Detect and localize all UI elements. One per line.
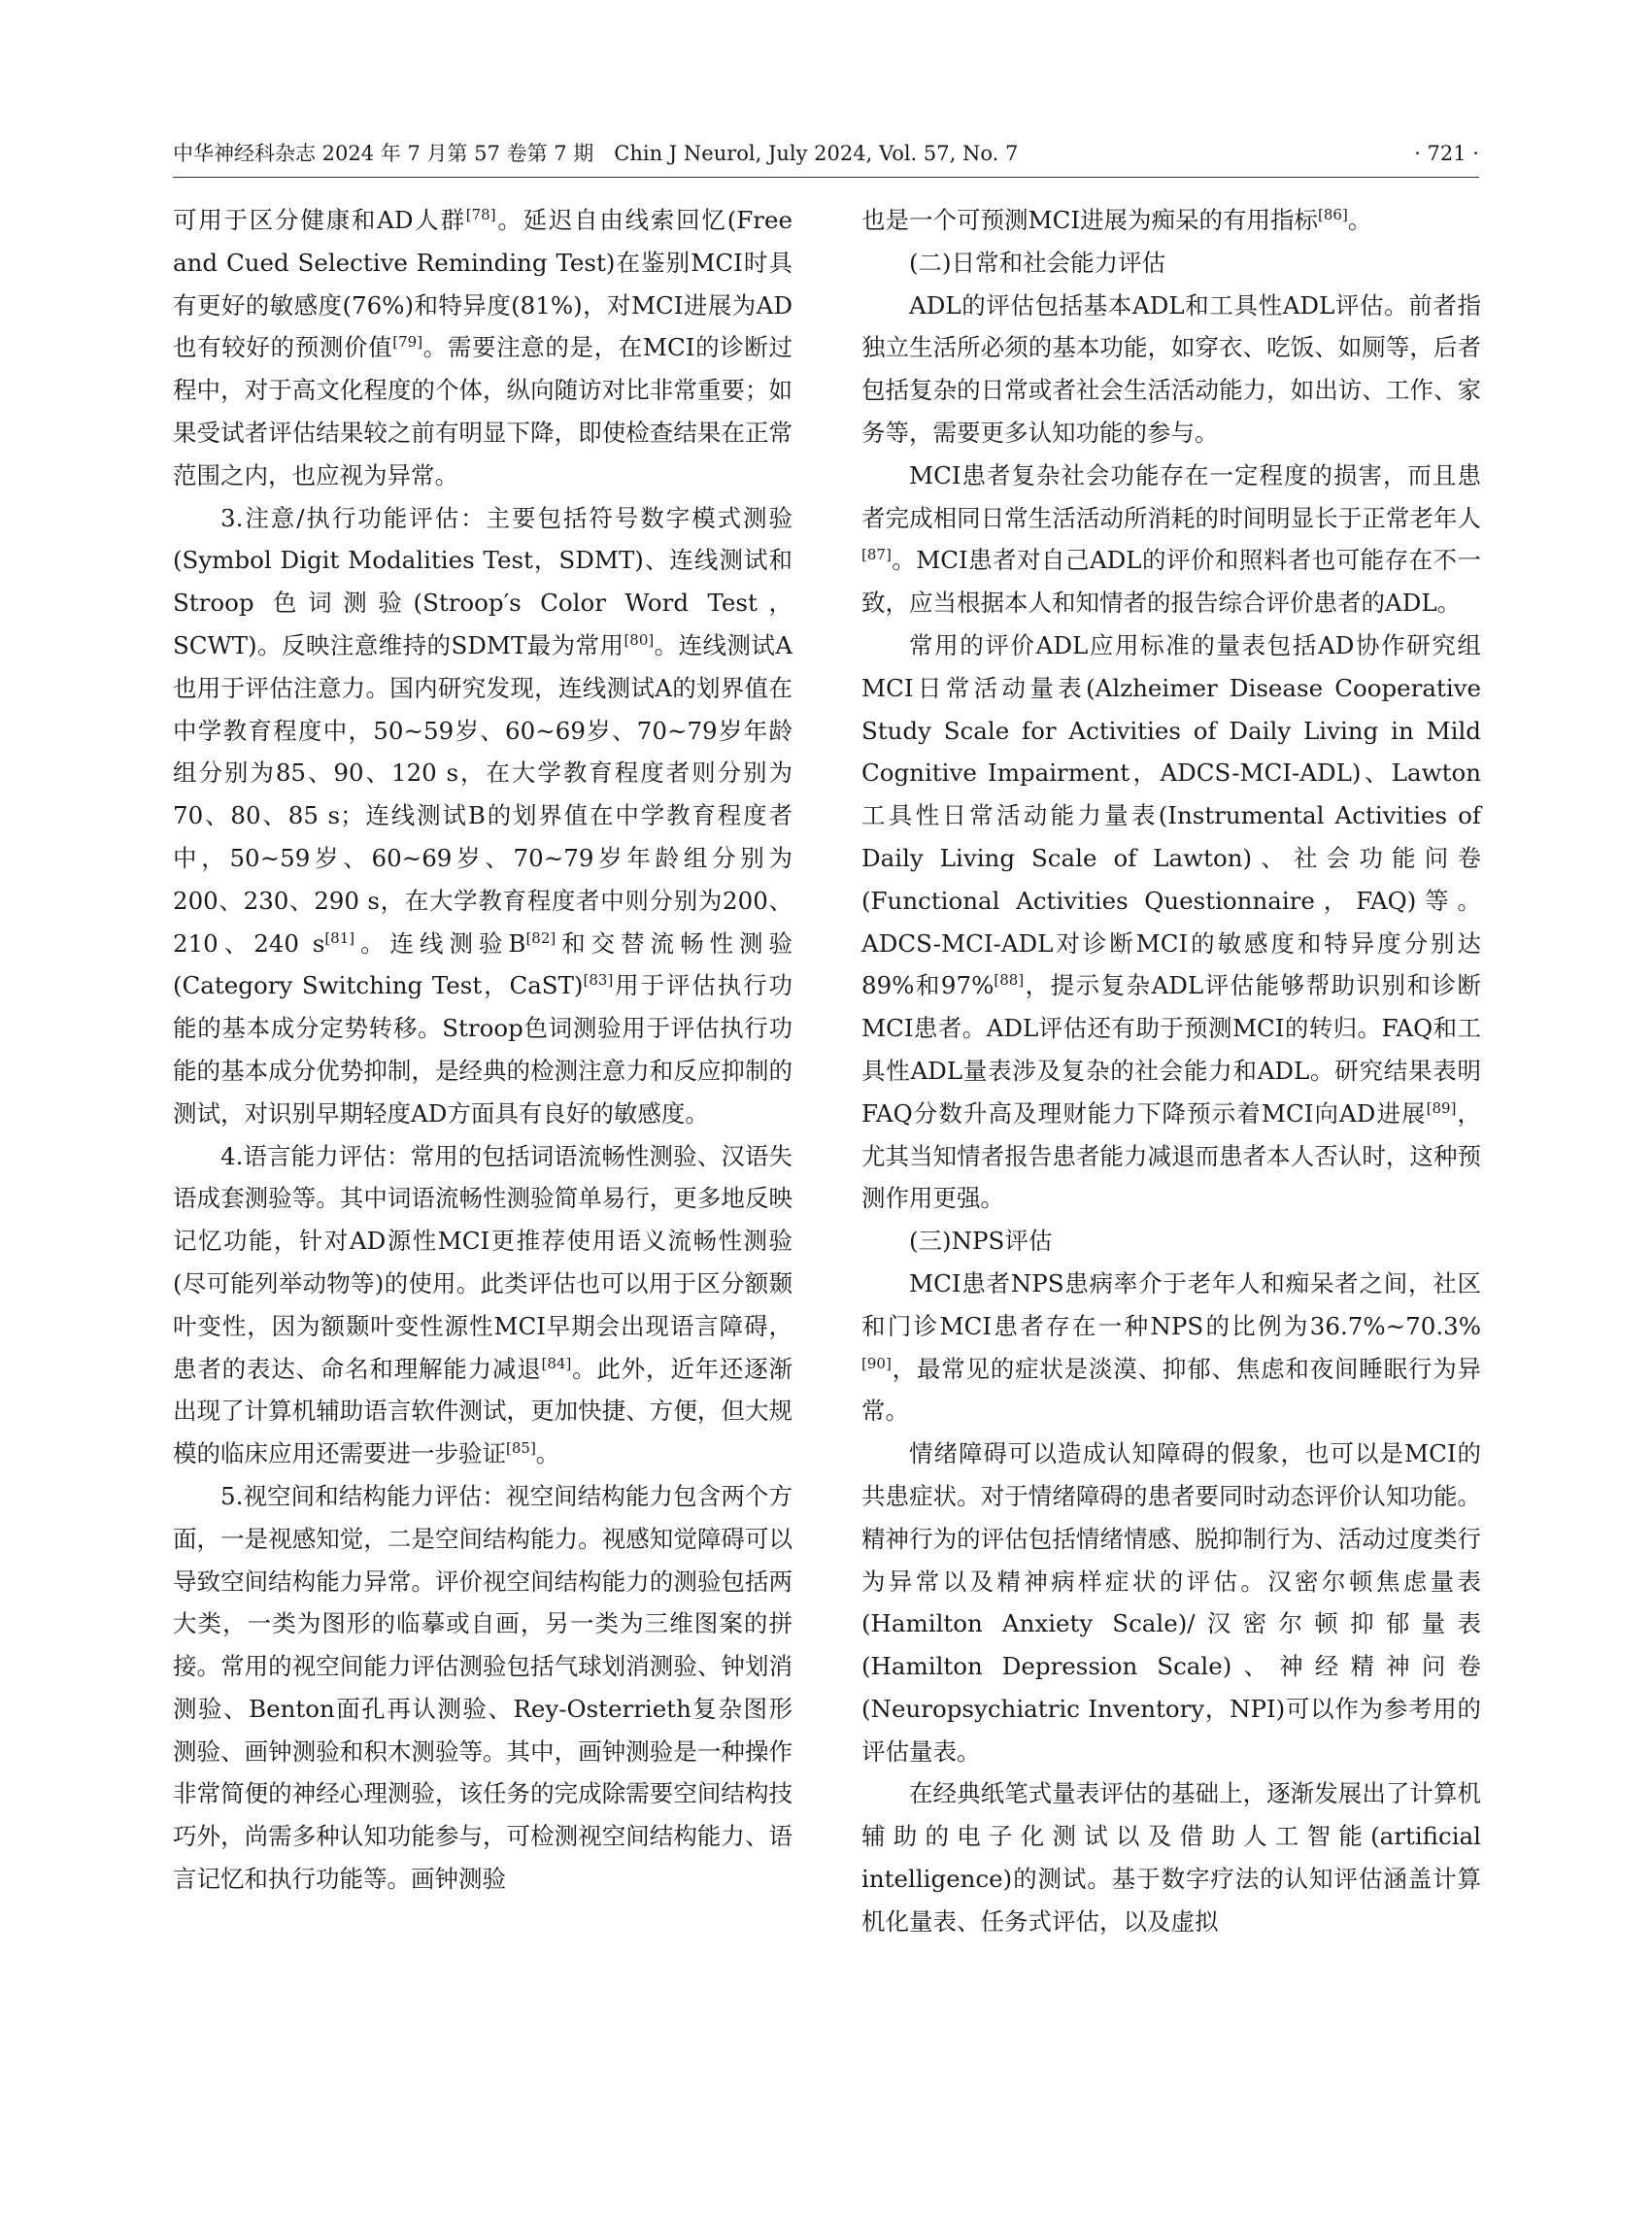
body-paragraph bbox=[861, 199, 1481, 242]
text-run: (三)NPS评估 bbox=[909, 1227, 1053, 1256]
text-run: 。延迟自由线索回忆(Free and Cued Selective Reminding Test)在鉴别MCI时具有更好的敏感度(76%)和特异度(81%)，对MCI进展为AD也有较好的预测价值 bbox=[173, 206, 792, 362]
text-run: ，提示复杂ADL评估能够帮助识别和诊断MCI患者。ADL评估还有助于预测MCI的转归。FAQ和工具性ADL量表涉及复杂的社会能力和ADL。研究结果表明FAQ分数升高及理财能力下降预示着MCI向AD进展 bbox=[861, 971, 1481, 1128]
header-rule bbox=[173, 177, 1479, 178]
text-run: 用于评估执行功能的基本成分定势转移。Stroop色词测验用于评估执行功能的基本成分优势抑制，是经典的检测注意力和反应抑制的测试，对识别早期轻度AD方面具有良好的敏感度。 bbox=[173, 971, 793, 1128]
text-run: 也是一个可预测MCI进展为痴呆的有用指标 bbox=[861, 206, 1319, 234]
citation-ref: [88] bbox=[994, 971, 1025, 990]
running-header bbox=[173, 134, 1479, 173]
citation-ref: [81] bbox=[324, 928, 355, 947]
section-heading bbox=[861, 242, 1481, 285]
text-run: ，最常见的症状是淡漠、抑郁、焦虑和夜间睡眠行为异常。 bbox=[861, 1354, 1481, 1426]
citation-ref: [82] bbox=[525, 928, 556, 947]
text-run: 。需要注意的是，在MCI的诊断过程中，对于高文化程度的个体，纵向随访对比非常重要；如果受试者评估结果较之前有明显下降，即使检查结果在正常范围之内，也应视为异常。 bbox=[173, 333, 792, 489]
text-run: 。连线测验B bbox=[354, 928, 526, 958]
text-run: ADL的评估包括基本ADL和工具性ADL评估。前者指独立生活所必须的基本功能，如穿衣、吃饭、如厕等，后者包括复杂的日常或者社会生活活动能力，如出访、工作、家务等，需要更多认知功能的参与。 bbox=[861, 290, 1481, 447]
text-run: 和交替流畅性测验(Category Switching Test，CaST) bbox=[173, 928, 792, 1000]
citation-ref: [84] bbox=[541, 1354, 572, 1372]
text-run: 情绪障碍可以造成认知障碍的假象，也可以是MCI的共患症状。对于情绪障碍的患者要同时动态评价认知功能。精神行为的评估包括情绪情感、脱抑制行为、活动过度类行为异常以及精神病样症状的评估。汉密尔顿焦虑量表(Hamilton Anxiety Scale)/汉密尔顿抑郁量表(Hamilton Depression Scale)、神经精神问卷(Neuropsychiatric Inventory，NPI)可以作为参考用的评估量表。 bbox=[861, 1439, 1481, 1766]
citation-ref: [89] bbox=[1426, 1098, 1457, 1117]
citation-ref: [90] bbox=[861, 1354, 892, 1372]
body-paragraph bbox=[861, 1772, 1481, 1942]
page-number: · 721 · bbox=[1414, 142, 1479, 165]
text-run: 可用于区分健康和AD人群 bbox=[173, 206, 466, 234]
body-paragraph bbox=[861, 1263, 1481, 1433]
text-run: 。 bbox=[1347, 206, 1372, 234]
journal-citation: 中华神经科杂志 2024 年 7 月第 57 卷第 7 期 Chin J Neurol, July 2024, Vol. 57, No. 7 bbox=[173, 142, 1019, 165]
text-run: 。此外，近年还逐渐出现了计算机辅助语言软件测试，更加快捷、方便，但大规模的临床应用还需要进一步验证 bbox=[173, 1354, 793, 1468]
text-run: 。 bbox=[535, 1439, 560, 1468]
text-run: 3.注意/执行功能评估：主要包括符号数字模式测验(Symbol Digit Modalities Test，SDMT)、连线测试和 Stroop 色词测验(Stroop′s Color Word Test，SCWT)。反映注意维持的SDMT最为常用 bbox=[173, 503, 792, 659]
body-paragraph bbox=[173, 497, 792, 1135]
text-run: MCI患者复杂社会功能存在一定程度的损害，而且患者完成相同日常生活活动所消耗的时间明显长于正常老年人 bbox=[861, 460, 1481, 532]
text-run: ，尤其当知情者报告患者能力减退而患者本人否认时，这种预测作用更强。 bbox=[861, 1098, 1482, 1213]
text-run: 。MCI患者对自己ADL的评价和照料者也可能存在不一致，应当根据本人和知情者的报告综合评价患者的ADL。 bbox=[861, 546, 1481, 618]
text-run: (二)日常和社会能力评估 bbox=[909, 248, 1166, 277]
body-paragraph bbox=[861, 1433, 1481, 1772]
citation-ref: [79] bbox=[392, 333, 423, 352]
body-paragraph bbox=[173, 199, 792, 497]
citation-ref: [83] bbox=[583, 971, 614, 990]
body-paragraph bbox=[173, 1135, 792, 1475]
right-column bbox=[861, 199, 1481, 1943]
text-run: 4.语言能力评估：常用的包括词语流畅性测验、汉语失语成套测验等。其中词语流畅性测验简单易行，更多地反映记忆功能，针对AD源性MCI更推荐使用语义流畅性测验(尽可能列举动物等)的使用。此类评估也可以用于区分额颞叶变性，因为额颞叶变性源性MCI早期会出现语言障碍，患者的表达、命名和理解能力减退 bbox=[173, 1141, 792, 1383]
text-run: MCI患者NPS患病率介于老年人和痴呆者之间，社区和门诊MCI患者存在一种NPS的比例为36.7%~70.3% bbox=[861, 1268, 1481, 1340]
body-paragraph bbox=[861, 455, 1481, 624]
text-run: 5.视空间和结构能力评估：视空间结构能力包含两个方面，一是视感知觉，二是空间结构能力。视感知觉障碍可以导致空间结构能力异常。评价视空间结构能力的测验包括两大类，一类为图形的临摹或自画，另一类为三维图案的拼接。常用的视空间能力评估测验包括气球划消测验、钟划消测验、Benton面孔再认测验、Rey-Osterrieth复杂图形测验、画钟测验和积木测验等。其中，画钟测验是一种操作非常简便的神经心理测验，该任务的完成除需要空间结构技巧外，尚需多种认知功能参与，可检测视空间结构能力、语言记忆和执行功能等。画钟测验 bbox=[173, 1481, 792, 1894]
body-paragraph bbox=[173, 1475, 792, 1901]
body-paragraph bbox=[861, 624, 1481, 1220]
citation-ref: [78] bbox=[465, 205, 496, 223]
citation-ref: [86] bbox=[1318, 205, 1348, 223]
citation-ref: [80] bbox=[624, 630, 655, 649]
citation-ref: [85] bbox=[506, 1438, 536, 1457]
section-heading bbox=[861, 1220, 1481, 1263]
text-run: 常用的评价ADL应用标准的量表包括AD协作研究组MCI日常活动量表(Alzheimer Disease Cooperative Study Scale for Activities of Daily Living in Mild Cognitive Impairment，ADCS-MCI-ADL)、Lawton工具性日常活动能力量表(Instrumental Activities of Daily Living Scale of Lawton)、社会功能问卷(Functional Activities Questionnaire，FAQ)等。ADCS-MCI-ADL对诊断MCI的敏感度和特异度分别达89%和97% bbox=[861, 630, 1481, 1000]
body-paragraph bbox=[861, 285, 1481, 455]
text-run: 。连线测试A也用于评估注意力。国内研究发现，连线测试A的划界值在中学教育程度中，50~59岁、60~69岁、70~79岁年龄组分别为85、90、120 s，在大学教育程度者则分别为70、80、85 s；连线测试B的划界值在中学教育程度者中，50~59岁、60~69岁、70~79岁年龄组分别为200、230、290 s，在大学教育程度者中则分别为200、210、240 s bbox=[173, 630, 792, 958]
text-run: 在经典纸笔式量表评估的基础上，逐渐发展出了计算机辅助的电子化测试以及借助人工智能(artificial intelligence)的测试。基于数字疗法的认知评估涵盖计算机化量表、任务式评估，以及虚拟 bbox=[861, 1779, 1481, 1936]
left-column bbox=[173, 199, 792, 1901]
citation-ref: [87] bbox=[861, 546, 892, 564]
